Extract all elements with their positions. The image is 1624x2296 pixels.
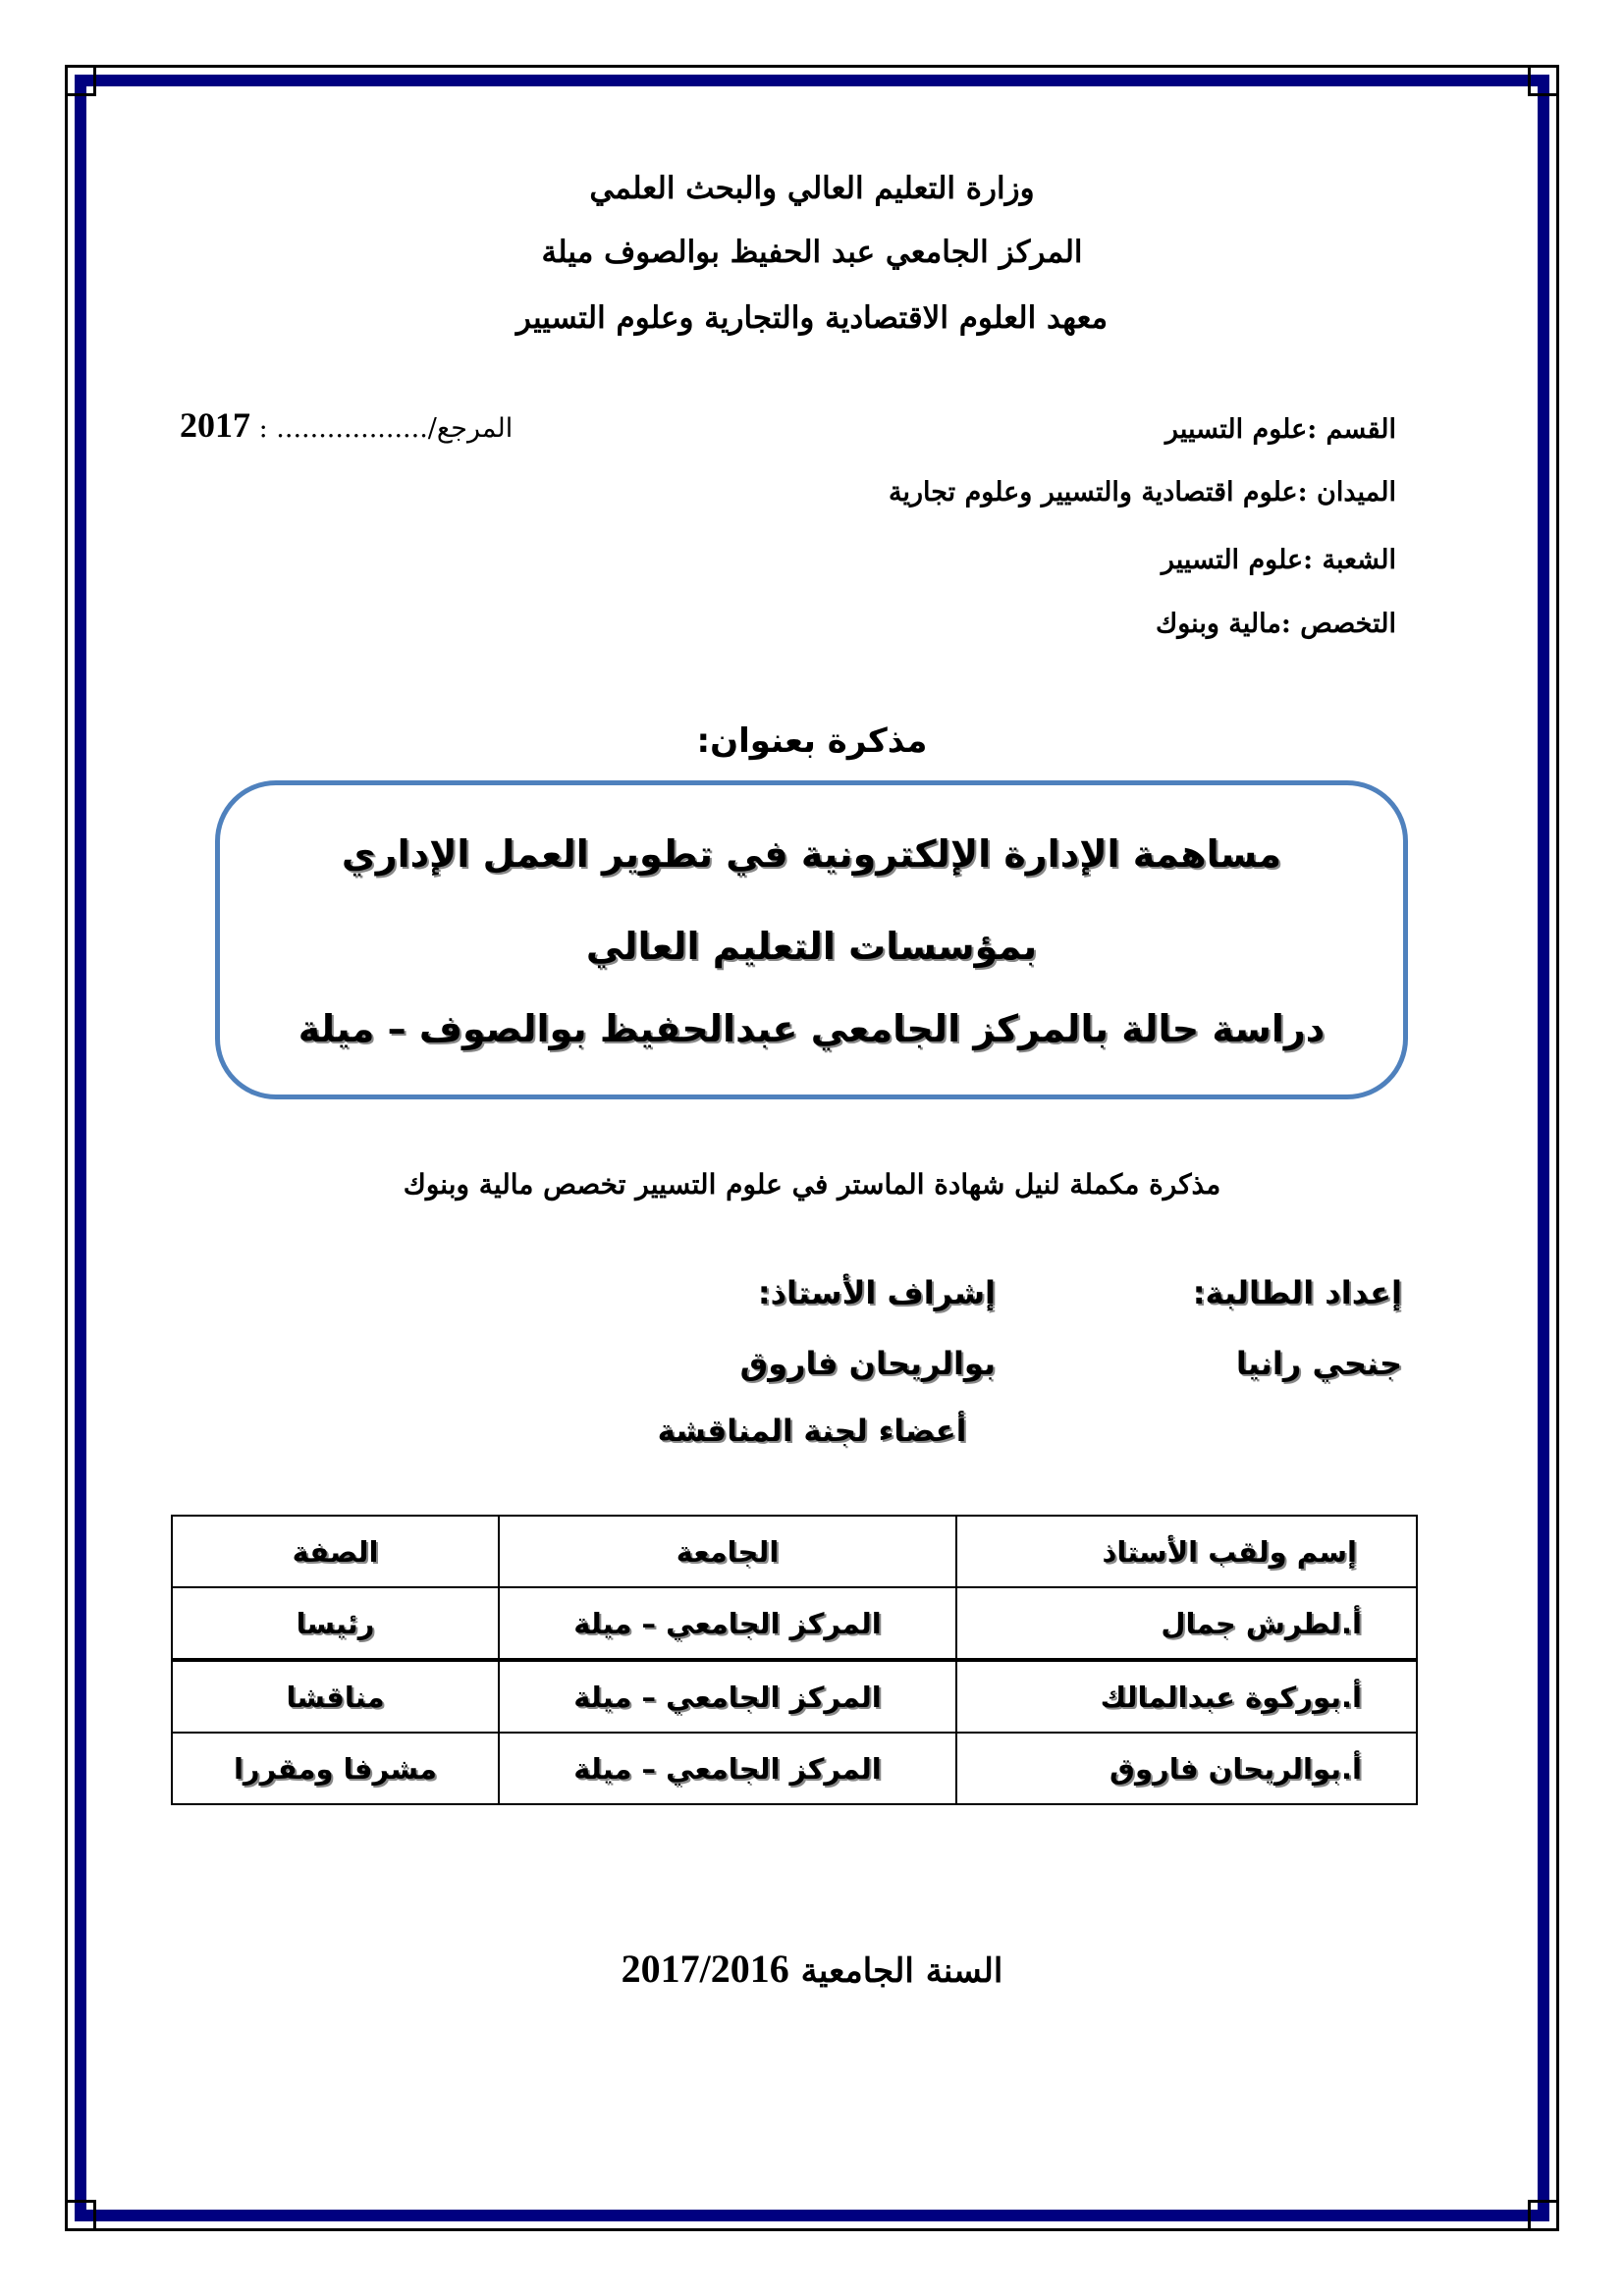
member-university: المركز الجامعي – ميلة — [499, 1587, 956, 1660]
supervisor-label: إشراف الأستاذ: — [757, 1274, 996, 1311]
table-row — [172, 1587, 1417, 1660]
thesis-title-box — [215, 780, 1408, 1099]
degree-subtitle: مذكرة مكملة لنيل شهادة الماستر في علوم التسيير تخصص مالية وبنوك — [403, 1168, 1221, 1201]
student-name: جنحي رانيا — [1235, 1345, 1402, 1382]
academic-year — [0, 1946, 1624, 1992]
header-name: إسم ولقب الأستاذ — [956, 1516, 1417, 1587]
member-role: رئيسا — [172, 1587, 499, 1660]
reference-dots: .................. — [276, 413, 428, 444]
reference-year: 2017 — [180, 405, 250, 445]
memo-heading: مذكرة بعنوان: — [696, 721, 928, 761]
corner-ornament-top-right — [1528, 65, 1559, 96]
member-university: المركز الجامعي – ميلة — [499, 1733, 956, 1804]
ministry-name: وزارة التعليم العالي والبحث العلمي — [589, 171, 1035, 206]
specialty-line: التخصص :مالية وبنوك — [1155, 609, 1396, 639]
academic-year-label: السنة الجامعية — [800, 1951, 1003, 1991]
university-name: المركز الجامعي عبد الحفيظ بوالصوف ميلة — [541, 235, 1083, 270]
member-name: أ.لطرش جمال — [956, 1587, 1417, 1660]
table-row — [172, 1733, 1417, 1804]
reference-line — [180, 404, 513, 446]
header-university: الجامعة — [499, 1516, 956, 1587]
member-name: أ.بوالريحان فاروق — [956, 1733, 1417, 1804]
corner-ornament-bottom-right — [1528, 2200, 1559, 2231]
committee-table — [171, 1515, 1418, 1805]
institute-name: معهد العلوم الاقتصادية والتجارية وعلوم التسيير — [515, 300, 1109, 336]
member-university: المركز الجامعي – ميلة — [499, 1660, 956, 1733]
field-line: الميدان :علوم اقتصادية والتسيير وعلوم تجارية — [888, 477, 1396, 507]
corner-ornament-top-left — [65, 65, 96, 96]
member-name: أ.بوركوة عبدالمالك — [956, 1660, 1417, 1733]
student-label: إعداد الطالبة: — [1192, 1274, 1402, 1311]
table-header-row — [172, 1516, 1417, 1587]
thesis-title-line-1: مساهمة الإدارة الإلكترونية في تطوير العمل الإداري — [341, 832, 1282, 876]
reference-separator: : — [258, 413, 268, 444]
department-line: القسم :علوم التسيير — [1164, 414, 1396, 445]
supervisor-name: بوالريحان فاروق — [739, 1345, 996, 1382]
thesis-title-line-2: بمؤسسات التعليم العالي — [585, 925, 1038, 968]
committee-title: أعضاء لجنة المناقشة — [657, 1414, 967, 1449]
member-role: مناقشا — [172, 1660, 499, 1733]
table-row — [172, 1660, 1417, 1733]
reference-label: المرجع/ — [427, 413, 514, 444]
member-role: مشرفا ومقررا — [172, 1733, 499, 1804]
thesis-title-line-3: دراسة حالة بالمركز الجامعي عبدالحفيظ بوالصوف – ميلة — [298, 1007, 1326, 1050]
header-role: الصفة — [172, 1516, 499, 1587]
academic-year-value: 2017/2016 — [621, 1947, 789, 1991]
branch-line: الشعبة :علوم التسيير — [1161, 545, 1396, 575]
corner-ornament-bottom-left — [65, 2200, 96, 2231]
